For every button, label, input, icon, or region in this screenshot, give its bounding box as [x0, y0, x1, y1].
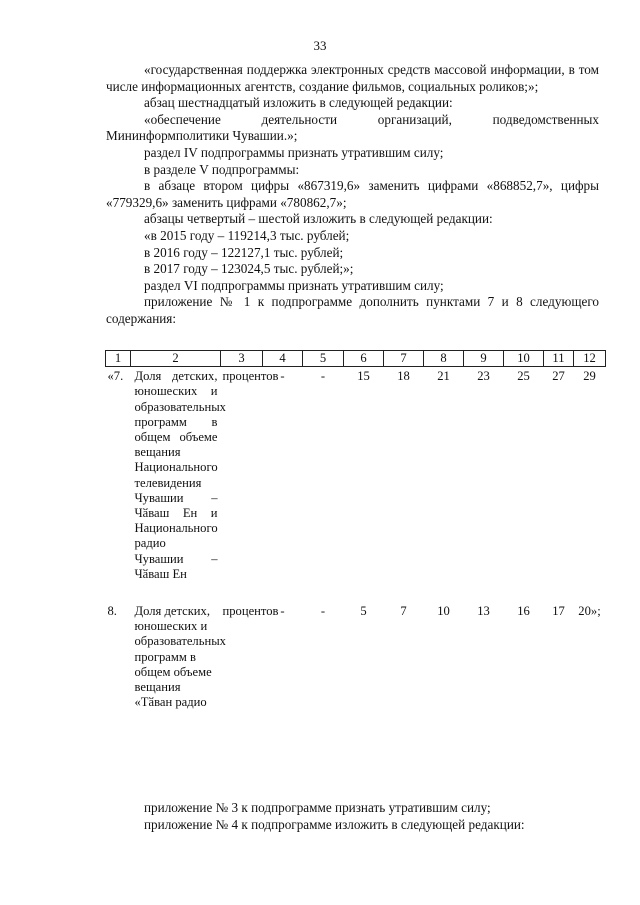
- table-cell: 7: [400, 604, 407, 619]
- table-cell: «7.: [107, 369, 124, 384]
- table-cell: 23: [477, 369, 490, 384]
- table-cell: 20»;: [578, 604, 601, 619]
- table-cell: -: [320, 369, 326, 384]
- table-cell: Доля детских, юношеских и образовательных программ в общем объеме вещания Национального телевидения Чувашии – Чӑваш Ен и Национального радио Чувашии – Чӑваш Ен: [134, 369, 226, 581]
- column-header: 7: [384, 351, 424, 367]
- paragraph: «обеспечение деятельности организаций, подведомственных Мининформполитики Чувашии.»;: [106, 111, 599, 144]
- column-header: 11: [544, 351, 574, 367]
- paragraph: в разделе V подпрограммы:: [144, 161, 300, 177]
- table-cell: 18: [397, 369, 410, 384]
- table-cell: 10: [437, 604, 450, 619]
- body-text: [106, 62, 599, 328]
- paragraph: приложение № 1 к подпрограмме дополнить пунктами 7 и 8 следующего содержания:: [106, 294, 599, 326]
- column-header: 10: [504, 351, 544, 367]
- paragraph: «в 2015 году – 119214,3 тыс. рублей;: [144, 227, 350, 243]
- table-cell: 29: [583, 369, 596, 384]
- paragraph: раздел IV подпрограммы признать утратившим силу;: [144, 144, 444, 160]
- table-cell: процентов: [222, 369, 279, 384]
- paragraph: «государственная поддержка электронных средств массовой информации, в том числе информационных агентств, создание фильмов, социальных роликов;»;: [106, 62, 599, 94]
- table-cell: -: [320, 604, 326, 619]
- page-number: 33: [313, 38, 327, 53]
- column-header: 12: [574, 351, 606, 367]
- table-cell: 15: [357, 369, 370, 384]
- paragraph: в 2017 году – 123024,5 тыс. рублей;»;: [144, 261, 354, 277]
- paragraph: абзацы четвертый – шестой изложить в следующей редакции:: [144, 211, 493, 227]
- table-row: [106, 367, 606, 602]
- table-cell: процентов: [222, 604, 279, 619]
- column-header: 5: [303, 351, 344, 367]
- table-cell: 16: [517, 604, 530, 619]
- table-cell: 13: [477, 604, 490, 619]
- column-header: 6: [344, 351, 384, 367]
- table-row: [106, 602, 606, 710]
- paragraph: в абзаце втором цифры «867319,6» заменить цифрами «868852,7», цифры «779329,6» заменить цифрами «780862,7»;: [106, 178, 599, 210]
- table-cell: -: [280, 369, 285, 384]
- column-header: 2: [131, 351, 221, 367]
- paragraph: приложение № 3 к подпрограмме признать утратившим силу;: [144, 800, 491, 815]
- table-cell: 21: [437, 369, 450, 384]
- table-cell: Доля детских, юношеских и образовательных программ в общем объеме вещания «Тӑван радио: [134, 604, 226, 710]
- table-cell: 25: [517, 369, 530, 384]
- table-cell: -: [280, 604, 285, 619]
- paragraph: абзац шестнадцатый изложить в следующей редакции:: [144, 95, 453, 111]
- table-cell: 8.: [107, 604, 117, 619]
- column-header: 4: [263, 351, 303, 367]
- column-header: 1: [106, 351, 131, 367]
- indicator-table: [105, 350, 606, 710]
- table-cell: 17: [552, 604, 565, 619]
- column-header: 3: [221, 351, 263, 367]
- paragraph: приложение № 4 к подпрограмме изложить в следующей редакции:: [144, 816, 525, 832]
- table-header-row: [106, 351, 606, 367]
- paragraph: в 2016 году – 122127,1 тыс. рублей;: [144, 244, 344, 260]
- table-cell: 27: [552, 369, 565, 384]
- table-cell: 5: [360, 604, 367, 619]
- column-header: 9: [464, 351, 504, 367]
- paragraph: раздел VI подпрограммы признать утратившим силу;: [144, 277, 444, 293]
- closing-text: [106, 800, 599, 833]
- column-header: 8: [424, 351, 464, 367]
